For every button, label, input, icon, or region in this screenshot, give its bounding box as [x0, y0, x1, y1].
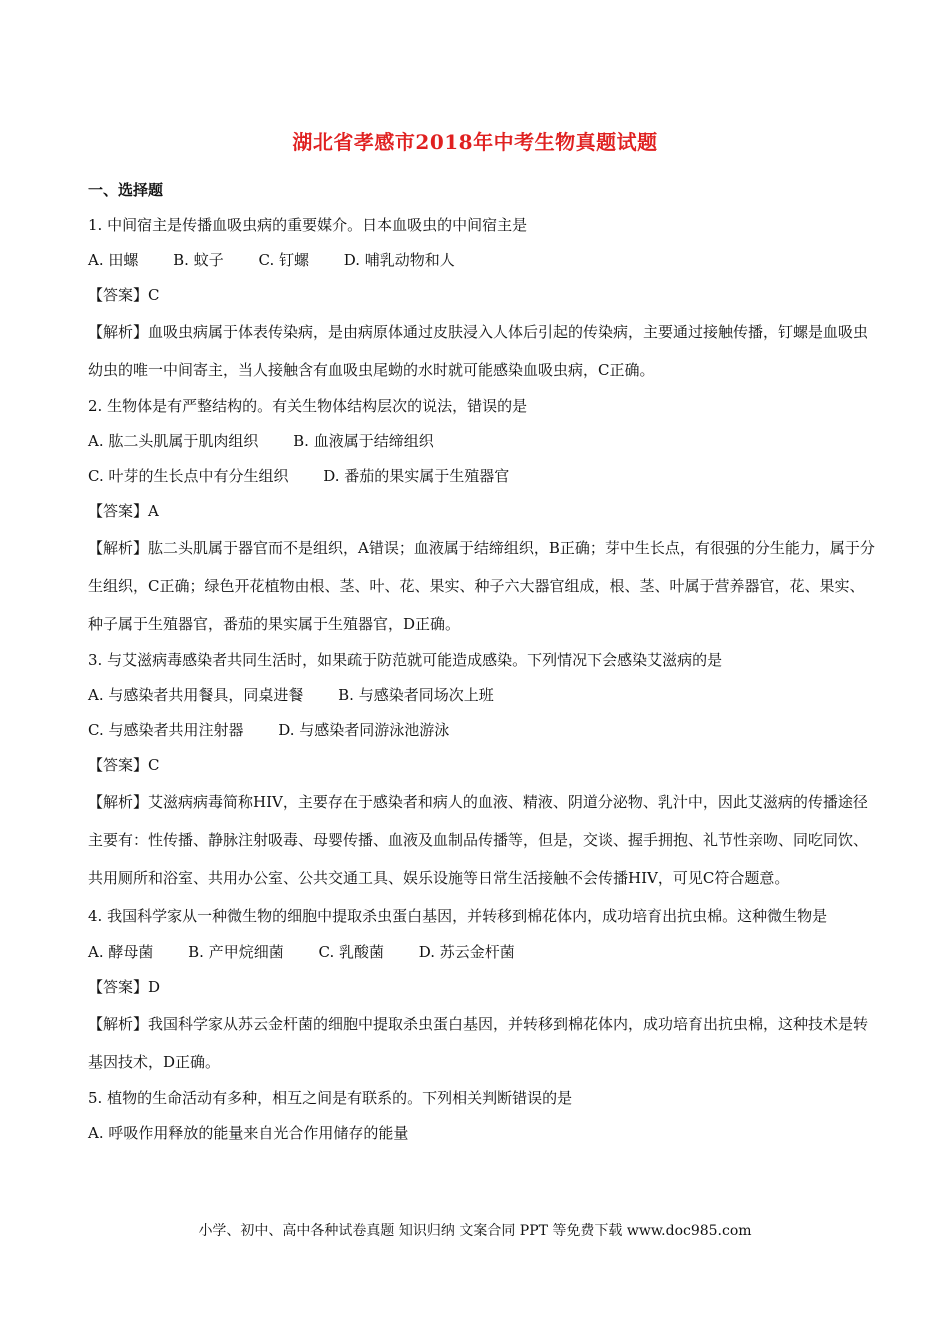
document-body [88, 178, 878, 1151]
option-b: B. 与感染者同场次上班 [338, 686, 494, 704]
option-d: D. 与感染者同游泳池游泳 [278, 721, 450, 739]
question-5 [88, 1081, 878, 1151]
option-a: A. 呼吸作用释放的能量来自光合作用储存的能量 [88, 1124, 409, 1142]
question-stem: 3. 与艾滋病毒感染者共同生活时，如果疏于防范就可能造成感染。下列情况下会感染艾滋病的是 [88, 651, 723, 669]
option-b: B. 蚊子 [173, 251, 224, 269]
options-row [88, 713, 878, 748]
options-row [88, 424, 878, 459]
page-footer: 小学、初中、高中各种试卷真题 知识归纳 文案合同 PPT 等免费下载 www.doc985.com [198, 1223, 752, 1239]
option-c: C. 叶芽的生长点中有分生组织 [88, 467, 289, 485]
document-title: 湖北省孝感市2018年中考生物真题试题 [292, 130, 658, 154]
option-c: C. 钉螺 [258, 251, 309, 269]
analysis: 【解析】血吸虫病属于体表传染病，是由病原体通过皮肤浸入人体后引起的传染病，主要通过接触传播，钉螺是血吸虫幼虫的唯一中间寄主，当人接触含有血吸虫尾蚴的水时就可能感染血吸虫病，C正确。 [88, 323, 869, 379]
option-a: A. 肱二头肌属于肌肉组织 [88, 432, 259, 450]
answer: 【答案】C [88, 756, 160, 774]
question-4 [88, 897, 878, 1081]
answer: 【答案】A [88, 502, 159, 520]
option-a: A. 与感染者共用餐具，同桌进餐 [88, 686, 304, 704]
answer: 【答案】C [88, 286, 160, 304]
option-c: C. 乳酸菌 [318, 943, 384, 961]
analysis: 【解析】艾滋病病毒简称HIV，主要存在于感染者和病人的血液、精液、阴道分泌物、乳汁中，因此艾滋病的传播途径主要有：性传播、静脉注射吸毒、母婴传播、血液及血制品传播等，但是，交谈、握手拥抱、礼节性亲吻、同吃同饮、共用厕所和浴室、共用办公室、公共交通工具、娱乐设施等日常生活接触不会传播HIV，可见C符合题意。 [88, 793, 869, 887]
analysis: 【解析】肱二头肌属于器官而不是组织，A错误；血液属于结缔组织，B正确；芽中生长点，有很强的分生能力，属于分生组织，C正确；绿色开花植物由根、茎、叶、花、果实、种子六大器官组成，根、茎、叶属于营养器官，花、果实、种子属于生殖器官，番茄的果实属于生殖器官，D正确。 [88, 539, 875, 633]
question-stem: 5. 植物的生命活动有多种，相互之间是有联系的。下列相关判断错误的是 [88, 1089, 573, 1107]
option-a: A. 田螺 [88, 251, 139, 269]
question-1 [88, 208, 878, 389]
option-b: B. 产甲烷细菌 [188, 943, 284, 961]
question-stem: 1. 中间宿主是传播血吸虫病的重要媒介。日本血吸虫的中间宿主是 [88, 216, 528, 234]
section-heading: 一、选择题 [88, 181, 164, 199]
options-row [88, 935, 878, 970]
answer: 【答案】D [88, 978, 161, 996]
options-row [88, 678, 878, 713]
options-row [88, 243, 878, 278]
options-row [88, 459, 878, 494]
option-a: A. 酵母菌 [88, 943, 154, 961]
question-3 [88, 643, 878, 897]
option-b: B. 血液属于结缔组织 [293, 432, 434, 450]
option-d: D. 苏云金杆菌 [418, 943, 515, 961]
question-stem: 4. 我国科学家从一种微生物的细胞中提取杀虫蛋白基因，并转移到棉花体内，成功培育出抗虫棉。这种微生物是 [88, 907, 828, 925]
option-c: C. 与感染者共用注射器 [88, 721, 244, 739]
option-d: D. 番茄的果实属于生殖器官 [323, 467, 510, 485]
option-d: D. 哺乳动物和人 [343, 251, 455, 269]
question-2 [88, 389, 878, 643]
analysis: 【解析】我国科学家从苏云金杆菌的细胞中提取杀虫蛋白基因，并转移到棉花体内，成功培育出抗虫棉，这种技术是转基因技术，D正确。 [88, 1015, 869, 1071]
question-stem: 2. 生物体是有严整结构的。有关生物体结构层次的说法，错误的是 [88, 397, 528, 415]
